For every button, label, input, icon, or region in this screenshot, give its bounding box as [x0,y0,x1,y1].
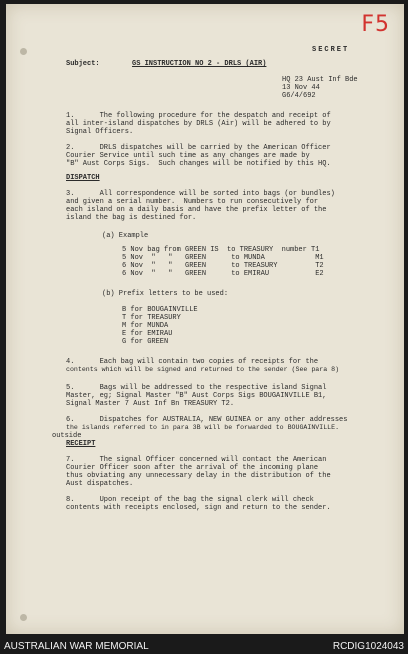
example-row: 6 Nov " " GREEN to EMIRAU E2 [122,270,324,278]
example-row: 5 Nov bag from GREEN IS to TREASURY number T1 [122,246,320,254]
document-page [6,4,404,634]
example-heading: (a) Example [102,232,149,240]
hq-ref: G6/4/692 [282,92,316,100]
example-row: 6 Nov " " GREEN to TREASURY T2 [122,262,324,270]
footer-id: RCDIG1024043 [332,641,404,652]
text-line: Aust dispatches. [66,480,134,488]
text-line: Master, eg; Signal Master "B" Aust Corps Sigs BOUGAINVILLE B1, [66,392,327,400]
subject-label: Subject: [66,60,100,68]
red-stamp: F5 [361,12,390,37]
text-line: 5. Bags will be addressed to the respective island Signal [66,384,327,392]
text-line: 3. All correspondence will be sorted into bags (or bundles) [66,190,335,198]
text-line: 6. Dispatches for AUSTRALIA, NEW GUINEA or any other addresses [66,416,348,424]
prefix-item: B for BOUGAINVILLE [122,306,198,314]
archive-footer [0,638,408,654]
prefix-item: M for MUNDA [122,322,169,330]
text-line: 4. Each bag will contain two copies of receipts for the [66,358,319,366]
text-line: contents which will be signed and returned to the sender (See para 8) [66,366,340,373]
text-line: thus obviating any unnecessary delay in the distribution of the [66,472,331,480]
handwritten-insert: outside [52,432,82,440]
classification: SECRET [312,46,350,54]
prefix-item: G for GREEN [122,338,169,346]
text-line: the islands referred to in para 3B will be forwarded to BOUGAINVILLE. [66,424,340,431]
text-line: and given a serial number. Numbers to run consecutively for [66,198,319,206]
text-line: each island on a daily basis and have the prefix letter of the [66,206,327,214]
text-line: Signal Master 7 Aust Inf Bn TREASURY T2. [66,400,235,408]
hq-date: 13 Nov 44 [282,84,320,92]
text-line: 8. Upon receipt of the bag the signal clerk will check [66,496,314,504]
text-line: "B" Aust Corps Sigs. Such changes will be notified by this HQ. [66,160,331,168]
text-line: 2. DRLS dispatches will be carried by the American Officer [66,144,331,152]
text-line: Courier Service until such time as any changes are made by [66,152,310,160]
subject-title: GS INSTRUCTION NO 2 - DRLS (AIR) [132,60,267,68]
text-line: contents with receipts enclosed, sign and return to the sender. [66,504,331,512]
prefix-item: T for TREASURY [122,314,181,322]
text-line: island the bag is destined for. [66,214,197,222]
footer-source: AUSTRALIAN WAR MEMORIAL [4,641,149,652]
section-heading: DISPATCH [66,174,100,182]
text-line: Courier Officer soon after the arrival of the incoming plane [66,464,319,472]
text-line: 1. The following procedure for the despatch and receipt of [66,112,331,120]
example-row: 5 Nov " " GREEN to MUNDA M1 [122,254,324,262]
section-heading: RECEIPT [66,440,96,448]
text-line: all inter-island dispatches by DRLS (Air) will be adhered to by [66,120,331,128]
text-line: Signal Officers. [66,128,134,136]
hq-line: HQ 23 Aust Inf Bde [282,76,358,84]
punch-hole [20,614,27,621]
punch-hole [20,48,27,55]
prefix-heading: (b) Prefix letters to be used: [102,290,229,298]
prefix-item: E for EMIRAU [122,330,173,338]
text-line: 7. The signal Officer concerned will contact the American [66,456,327,464]
